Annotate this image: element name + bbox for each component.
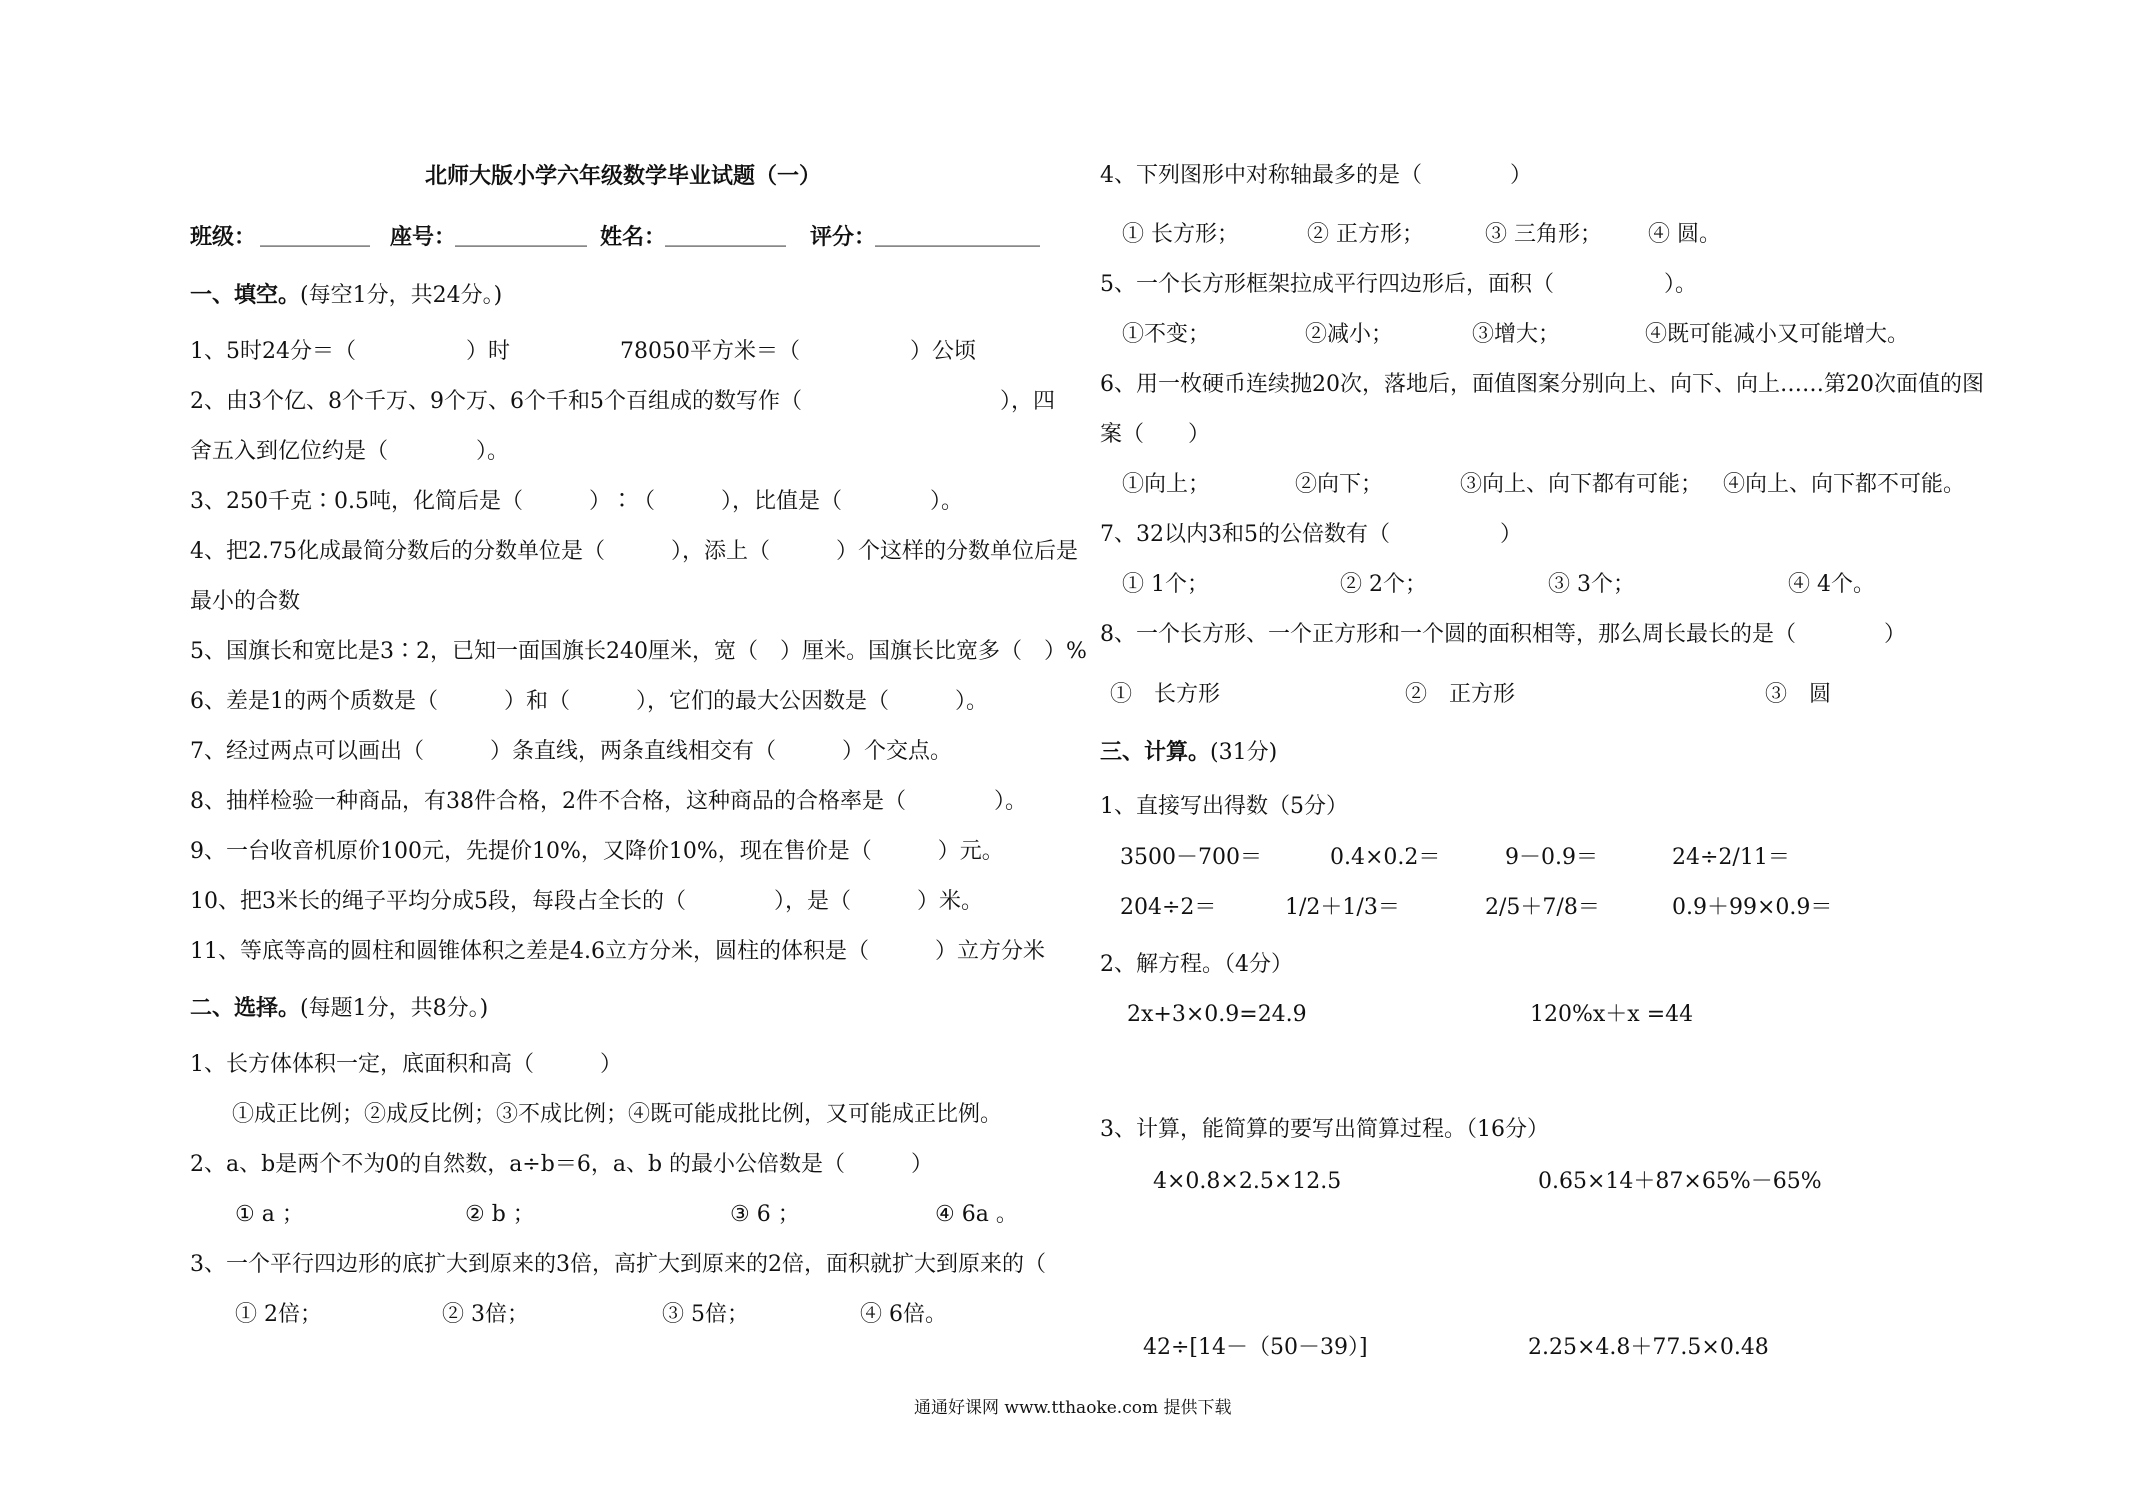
calc-expr-1: 4×0.8×2.5×12.5 — [1153, 1169, 1342, 1194]
calc-oral-1: 3500－700＝ — [1120, 845, 1262, 870]
calc-oral-3: 9－0.9＝ — [1505, 845, 1598, 870]
fill-item-9: 9、一台收音机原价100元，先提价10%，又降价10%，现在售价是（ ）元。 — [190, 839, 1004, 864]
class-field[interactable]: __________ — [260, 222, 370, 247]
score-field[interactable]: _______________ — [875, 222, 1040, 247]
fill-item-8: 8、抽样检验一种商品，有38件合格，2件不合格，这种商品的合格率是（ ）。 — [190, 789, 1027, 814]
choice-q5-option-b[interactable]: ②减小； — [1305, 322, 1394, 347]
choice-q7-option-c[interactable]: ③ 3个； — [1548, 572, 1635, 597]
score-label: 评分： — [810, 224, 877, 250]
calc-oral-5: 204÷2＝ — [1120, 895, 1217, 920]
choice-q1: 1、长方体体积一定，底面积和高（ ） — [190, 1052, 622, 1077]
choice-q7-option-b[interactable]: ② 2个； — [1340, 572, 1427, 597]
section1-title: 一、填空。 — [190, 282, 301, 308]
fill-item-11: 11、等底等高的圆柱和圆锥体积之差是4.6立方分米，圆柱的体积是（ ）立方分米 — [190, 939, 1045, 964]
calc-expr-2: 0.65×14＋87×65%－65% — [1538, 1169, 1822, 1194]
fill-item-10: 10、把3米长的绳子平均分成5段，每段占全长的（ ），是（ ）米。 — [190, 889, 983, 914]
choice-q7-option-d[interactable]: ④ 4个。 — [1788, 572, 1875, 597]
calc-oral-6: 1/2＋1/3＝ — [1285, 895, 1400, 920]
choice-q4-option-b[interactable]: ② 正方形； — [1307, 222, 1424, 247]
section3-heading — [1100, 737, 1277, 768]
choice-q6-option-b[interactable]: ②向下； — [1295, 472, 1384, 497]
fill-item-1: 1、5时24分＝（ ）时 78050平方米＝（ ）公顷 — [190, 339, 976, 364]
section2-title: 二、选择。 — [190, 995, 301, 1021]
name-label: 姓名： — [600, 224, 667, 250]
section1-note: (每空1分，共24分。) — [300, 283, 503, 308]
calc-oral-4: 24÷2/11＝ — [1672, 845, 1790, 870]
choice-q3-option-a[interactable]: ① 2倍； — [235, 1302, 322, 1327]
choice-q5-option-c[interactable]: ③增大； — [1472, 322, 1561, 347]
choice-q3-option-d[interactable]: ④ 6倍。 — [860, 1302, 947, 1327]
choice-q6: 6、用一枚硬币连续抛20次，落地后，面值图案分别向上、向下、向上……第20次面值的图 — [1100, 372, 1984, 397]
section3-title: 三、计算。 — [1100, 739, 1211, 765]
choice-q4-option-a[interactable]: ① 长方形； — [1122, 222, 1239, 247]
choice-q5: 5、一个长方形框架拉成平行四边形后，面积（ ）。 — [1100, 272, 1697, 297]
calc-part1-title: 1、直接写出得数（5分） — [1100, 794, 1348, 819]
choice-q6-option-d[interactable]: ④向上、向下都不可能。 — [1723, 472, 1966, 497]
choice-q1-options: ①成正比例；②成反比例；③不成比例；④既可能成批比例，又可能成正比例。 — [232, 1102, 1003, 1127]
choice-q2-option-c[interactable]: ③ 6 ； — [730, 1202, 800, 1227]
choice-q8: 8、一个长方形、一个正方形和一个圆的面积相等，那么周长最长的是（ ） — [1100, 622, 1906, 647]
choice-q3-option-b[interactable]: ② 3倍； — [442, 1302, 529, 1327]
choice-q6-cont: 案（ ） — [1100, 422, 1211, 447]
equation-2: 120%x＋x =44 — [1530, 1002, 1694, 1027]
calc-part3-title: 3、计算，能简算的要写出简算过程。（16分） — [1100, 1117, 1549, 1142]
seat-field[interactable]: ____________ — [455, 222, 587, 247]
choice-q7: 7、32以内3和5的公倍数有（ ） — [1100, 522, 1522, 547]
section2-note: (每题1分，共8分。) — [300, 996, 489, 1021]
fill-item-7: 7、经过两点可以画出（ ）条直线，两条直线相交有（ ）个交点。 — [190, 739, 952, 764]
fill-item-2: 2、由3个亿、8个千万、9个万、6个千和5个百组成的数写作（ ），四 — [190, 389, 1055, 414]
choice-q8-option-c[interactable]: ③ 圆 — [1765, 682, 1832, 707]
equation-1: 2x+3×0.9=24.9 — [1127, 1002, 1307, 1027]
calc-expr-4: 2.25×4.8＋77.5×0.48 — [1528, 1335, 1769, 1360]
choice-q5-option-d[interactable]: ④既可能减小又可能增大。 — [1645, 322, 1910, 347]
choice-q8-option-a[interactable]: ① 长方形 — [1110, 682, 1221, 707]
section2-heading — [190, 993, 488, 1024]
fill-item-5: 5、国旗长和宽比是3∶2，已知一面国旗长240厘米，宽（ ）厘米。国旗长比宽多（ ）% — [190, 639, 1087, 664]
choice-q6-option-c[interactable]: ③向上、向下都有可能； — [1460, 472, 1703, 497]
fill-item-4: 4、把2.75化成最简分数后的分数单位是（ ），添上（ ）个这样的分数单位后是 — [190, 539, 1078, 564]
footer-credit: 通通好课网 www.tthaoke.com 提供下载 — [914, 1398, 1232, 1418]
choice-q3-option-c[interactable]: ③ 5倍； — [662, 1302, 749, 1327]
fill-item-2-cont: 舍五入到亿位约是（ ）。 — [190, 439, 510, 464]
fill-item-4-cont: 最小的合数 — [190, 589, 301, 614]
calc-expr-3: 42÷[14－（50－39）] — [1143, 1335, 1368, 1360]
choice-q3: 3、一个平行四边形的底扩大到原来的3倍，高扩大到原来的2倍，面积就扩大到原来的（ — [190, 1252, 1046, 1277]
choice-q8-option-b[interactable]: ② 正方形 — [1405, 682, 1516, 707]
seat-label: 座号： — [390, 224, 457, 250]
choice-q2-option-a[interactable]: ① a ； — [235, 1202, 304, 1227]
choice-q4: 4、下列图形中对称轴最多的是（ ） — [1100, 163, 1532, 188]
choice-q5-option-a[interactable]: ①不变； — [1122, 322, 1211, 347]
choice-q2: 2、a、b是两个不为0的自然数，a÷b＝6，a、b 的最小公倍数是（ ） — [190, 1152, 934, 1177]
choice-q7-option-a[interactable]: ① 1个； — [1122, 572, 1209, 597]
section1-heading — [190, 280, 502, 311]
fill-item-6: 6、差是1的两个质数是（ ）和（ ），它们的最大公因数是（ ）。 — [190, 689, 988, 714]
calc-oral-2: 0.4×0.2＝ — [1330, 845, 1441, 870]
calc-oral-7: 2/5＋7/8＝ — [1485, 895, 1600, 920]
calc-part2-title: 2、解方程。（4分） — [1100, 952, 1293, 977]
choice-q4-option-c[interactable]: ③ 三角形； — [1485, 222, 1602, 247]
class-label: 班级： — [190, 224, 257, 250]
section3-note: (31分) — [1210, 740, 1278, 765]
fill-item-3: 3、250千克∶0.5吨，化简后是（ ）∶（ ），比值是（ ）。 — [190, 489, 963, 514]
calc-oral-8: 0.9＋99×0.9＝ — [1672, 895, 1833, 920]
name-field[interactable]: ___________ — [665, 222, 786, 247]
choice-q2-option-d[interactable]: ④ 6a 。 — [935, 1202, 1018, 1227]
choice-q6-option-a[interactable]: ①向上； — [1122, 472, 1211, 497]
choice-q4-option-d[interactable]: ④ 圆。 — [1648, 222, 1721, 247]
page-title: 北师大版小学六年级数学毕业试题（一） — [425, 164, 822, 189]
choice-q2-option-b[interactable]: ② b ； — [465, 1202, 535, 1227]
